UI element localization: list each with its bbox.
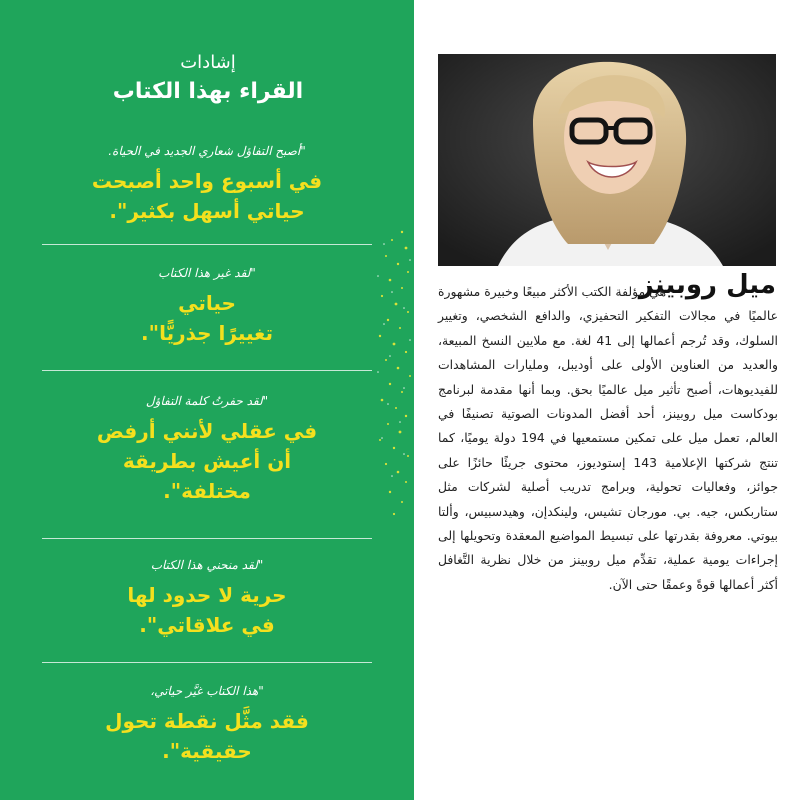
testimonial-1	[42, 142, 372, 226]
quote-line: في أسبوع واحد أصبحت	[91, 169, 323, 193]
quote-line: مختلفة".	[163, 479, 251, 503]
quote-line: فقد مثَّل نقطة تحول	[105, 709, 309, 733]
divider	[42, 662, 372, 663]
testimonial-intro: "أصبح التفاؤل شعاري الجديد في الحياة.	[108, 144, 306, 158]
quote-line: حياتي	[178, 291, 236, 315]
heading-line-1: إشادات	[180, 52, 236, 73]
testimonial-2	[42, 264, 372, 348]
testimonial-intro: "لقد غير هذا الكتاب	[158, 266, 256, 280]
divider	[42, 538, 372, 539]
testimonial-intro: "هذا الكتاب غيَّر حياتي،	[150, 684, 264, 698]
testimonial-5	[42, 682, 372, 766]
quote-line: تغييرًا جذريًّا".	[141, 321, 273, 345]
quote-line: حياتي أسهل بكثير".	[109, 199, 305, 223]
decorative-dots	[372, 226, 414, 526]
testimonials-heading	[58, 50, 358, 108]
testimonial-3	[42, 392, 372, 506]
testimonial-intro: "لقد حفرتُ كلمة التفاؤل	[145, 394, 269, 408]
testimonial-quote	[42, 580, 372, 640]
quote-line: في عقلي لأنني أرفض	[96, 419, 318, 443]
divider	[42, 244, 372, 245]
quote-line: في علاقاتي".	[139, 613, 275, 637]
quote-line: حرية لا حدود لها	[127, 583, 287, 607]
testimonial-intro: "لقد منحني هذا الكتاب	[150, 558, 264, 572]
author-photo	[438, 54, 776, 266]
divider	[42, 370, 372, 371]
testimonial-quote	[42, 166, 372, 226]
testimonial-4	[42, 556, 372, 640]
testimonial-quote	[42, 706, 372, 766]
quote-line: حقيقية".	[162, 739, 252, 763]
author-name: ميل روبينز	[638, 270, 776, 300]
quote-line: أن أعيش بطريقة	[122, 449, 292, 473]
testimonial-quote	[42, 288, 372, 348]
author-bio: هي مؤلفة الكتب الأكثر مبيعًا وخبيرة مشهورة عالميًا في مجالات التفكير التحفيزي، والدافع الشخصي، وتغيير السلوك، وقد تُرجم أعمالها إلى 41 لغة. مع ملايين النسخ المبيعة، والعديد من العناوين الأولى على أوديبل، ومليارات المشاهدات للفيديوهات، أصبح تأثير ميل عالميًا بحق. وبما أنها مقدمة لبرنامج بودكاست ميل روبينز، أحد أفضل المدونات الصوتية تصنيفًا في العالم، تعمل ميل على تمكين مستمعيها في 194 دولة يوميًا، كما تنتج شركتها الإعلامية 143 إستوديوز، محتوى جريئًا حائزًا على جوائز، وفعاليات تحولية، وبرامج تدريب أصلية لشركات مثل ستاربكس، جيه. بي. مورجان تشيس، ولينكدإن، وهيدسبيس، وألتا بيوتي. معروفة بقدرتها على تبسيط المواضيع المعقدة وتحويلها إلى إجراءات يومية عملية، تقدِّم ميل روبينز من خلال نظرية التَّغافل أكثر أعمالها قوةً وعمقًا حتى الآن.	[438, 284, 779, 592]
heading-line-2: القراء بهذا الكتاب	[112, 79, 304, 104]
testimonial-quote	[42, 416, 372, 506]
